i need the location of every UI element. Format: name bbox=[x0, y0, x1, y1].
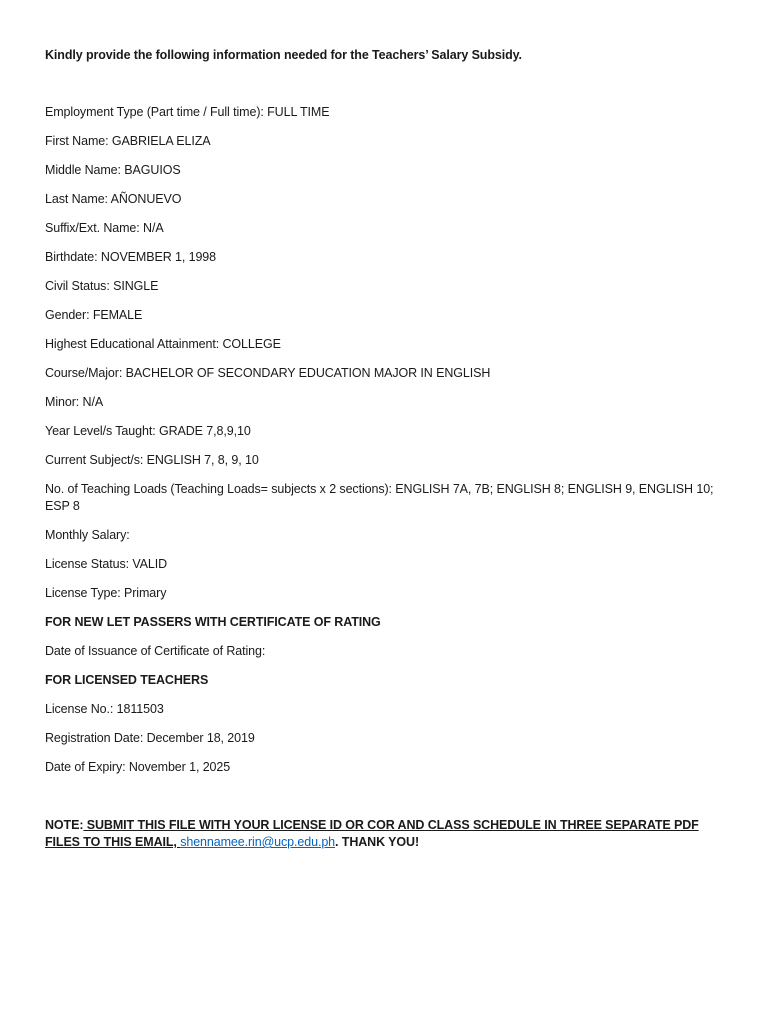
field-minor bbox=[45, 394, 725, 411]
field-value: SINGLE bbox=[113, 279, 159, 293]
field-value: FULL TIME bbox=[267, 105, 330, 119]
field-label: Course/Major: bbox=[45, 366, 126, 380]
field-license-no bbox=[45, 701, 725, 718]
field-label: License Type: bbox=[45, 586, 124, 600]
document-page bbox=[45, 47, 725, 864]
field-value: AÑONUEVO bbox=[110, 192, 182, 206]
field-label: Birthdate: bbox=[45, 250, 101, 264]
intro-text: Kindly provide the following information needed for the Teachers’ Salary Subsidy. bbox=[45, 48, 522, 62]
field-value: NOVEMBER 1, 1998 bbox=[100, 250, 217, 264]
field-label: Gender: bbox=[45, 308, 93, 322]
field-label: First Name: bbox=[45, 134, 112, 148]
note-suffix: . THANK YOU! bbox=[335, 835, 420, 849]
field-civil-status bbox=[45, 278, 725, 295]
field-value: N/A bbox=[82, 395, 104, 409]
field-registration-date bbox=[45, 730, 725, 747]
email-link[interactable]: shennamee.rin@ucp.edu.ph bbox=[180, 835, 336, 849]
field-course-major bbox=[45, 365, 725, 382]
field-value: GABRIELA ELIZA bbox=[111, 134, 211, 148]
field-employment-type bbox=[45, 104, 725, 121]
field-label: Suffix/Ext. Name: bbox=[45, 221, 144, 235]
field-monthly-salary bbox=[45, 527, 725, 544]
field-label: No. of Teaching Loads (Teaching Loads= subjects x 2 sections): bbox=[45, 482, 396, 496]
field-value: GRADE 7,8,9,10 bbox=[158, 424, 251, 438]
field-teaching-loads bbox=[45, 481, 725, 515]
section-new-let-passers: FOR NEW LET PASSERS WITH CERTIFICATE OF RATING bbox=[45, 615, 381, 629]
field-label: Date of Expiry: bbox=[45, 760, 129, 774]
field-middle-name bbox=[45, 162, 725, 179]
section-licensed-teachers: FOR LICENSED TEACHERS bbox=[45, 673, 209, 687]
field-label: Employment Type (Part time / Full time): bbox=[45, 105, 268, 119]
field-label: Current Subject/s: bbox=[45, 453, 147, 467]
field-license-status bbox=[45, 556, 725, 573]
field-value: VALID bbox=[132, 557, 168, 571]
field-value: BACHELOR OF SECONDARY EDUCATION MAJOR IN ENGLISH bbox=[125, 366, 491, 380]
field-birthdate bbox=[45, 249, 725, 266]
field-value: ENGLISH 7A, 7B; ENGLISH 8; ENGLISH 9, ENGLISH 10; ESP 8 bbox=[45, 482, 714, 513]
field-first-name bbox=[45, 133, 725, 150]
field-value: BAGUIOS bbox=[124, 163, 181, 177]
field-current-subjects bbox=[45, 452, 725, 469]
field-label: License No.: bbox=[45, 702, 117, 716]
note-prefix: NOTE: bbox=[45, 818, 84, 832]
field-expiry-date bbox=[45, 759, 725, 776]
field-value: COLLEGE bbox=[222, 337, 281, 351]
field-gender bbox=[45, 307, 725, 324]
field-value: Primary bbox=[123, 586, 167, 600]
field-label: License Status: bbox=[45, 557, 133, 571]
field-education bbox=[45, 336, 725, 353]
note-text: SUBMIT THIS FILE WITH YOUR LICENSE ID OR COR AND CLASS SCHEDULE IN THREE SEPARATE PDF FILES TO THIS EMAIL, bbox=[45, 818, 699, 849]
field-label: Monthly Salary: bbox=[45, 528, 130, 542]
field-value: 1811503 bbox=[116, 702, 164, 716]
field-label: Middle Name: bbox=[45, 163, 125, 177]
field-value: December 18, 2019 bbox=[146, 731, 255, 745]
field-label: Highest Educational Attainment: bbox=[45, 337, 223, 351]
field-value: N/A bbox=[143, 221, 164, 235]
field-label: Civil Status: bbox=[45, 279, 114, 293]
field-year-levels bbox=[45, 423, 725, 440]
field-suffix bbox=[45, 220, 725, 237]
field-value: ENGLISH 7, 8, 9, 10 bbox=[146, 453, 259, 467]
field-last-name bbox=[45, 191, 725, 208]
field-value: FEMALE bbox=[92, 308, 143, 322]
submission-note bbox=[45, 817, 725, 851]
field-label: Year Level/s Taught: bbox=[45, 424, 159, 438]
field-label: Last Name: bbox=[45, 192, 111, 206]
field-cor-issuance-date: Date of Issuance of Certificate of Rating: bbox=[45, 644, 266, 658]
field-license-type bbox=[45, 585, 725, 602]
field-label: Registration Date: bbox=[45, 731, 147, 745]
field-label: Minor: bbox=[45, 395, 83, 409]
field-value: November 1, 2025 bbox=[128, 760, 231, 774]
